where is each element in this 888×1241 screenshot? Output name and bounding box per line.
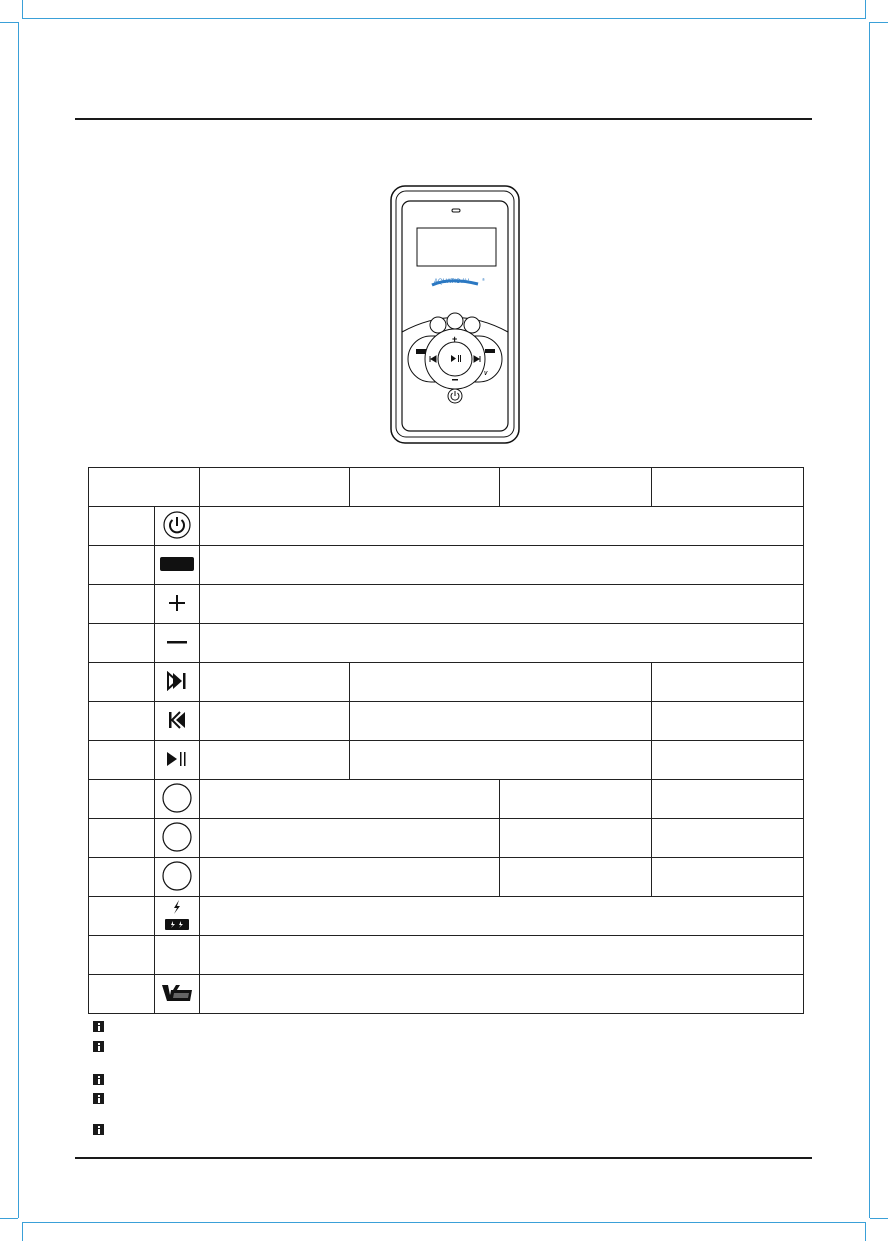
table-row xyxy=(89,741,804,780)
table-row xyxy=(89,858,804,897)
table-row xyxy=(89,507,804,546)
header-cell xyxy=(200,468,350,507)
svg-text:V: V xyxy=(484,371,488,377)
preset-circle-icon xyxy=(155,780,200,819)
preset-circle-icon xyxy=(155,819,200,858)
svg-text:+: + xyxy=(452,334,458,344)
info-icon xyxy=(93,1021,104,1032)
info-icon xyxy=(93,1093,104,1104)
header-cell xyxy=(500,468,652,507)
button-function-table xyxy=(88,467,804,1014)
table-row xyxy=(89,624,804,663)
play-pause-icon xyxy=(155,741,200,780)
table-row xyxy=(89,702,804,741)
header-cell xyxy=(89,468,200,507)
table-row xyxy=(89,585,804,624)
top-rule xyxy=(75,118,812,120)
table-row xyxy=(89,819,804,858)
table-row xyxy=(89,897,804,936)
table-row xyxy=(89,546,804,585)
lightning-icon xyxy=(155,897,200,936)
minus-icon xyxy=(155,624,200,663)
table-row xyxy=(89,975,804,1014)
remote-control-illustration xyxy=(390,185,520,445)
preset-circle-icon xyxy=(155,858,200,897)
power-icon xyxy=(155,507,200,546)
bottom-rule xyxy=(75,1157,812,1159)
brand-logo: AQUATIC AV xyxy=(434,279,470,285)
table-row xyxy=(89,663,804,702)
vbass-icon xyxy=(155,975,200,1014)
next-track-icon xyxy=(155,663,200,702)
info-icon xyxy=(93,1074,104,1085)
plus-icon xyxy=(155,585,200,624)
table-row xyxy=(89,936,804,975)
header-cell xyxy=(350,468,500,507)
info-icon xyxy=(93,1124,104,1135)
mode-button-icon xyxy=(155,546,200,585)
table-row xyxy=(89,780,804,819)
info-icon xyxy=(93,1041,104,1052)
previous-track-icon xyxy=(155,702,200,741)
svg-text:®: ® xyxy=(482,277,485,282)
table-header-row xyxy=(89,468,804,507)
header-cell xyxy=(652,468,804,507)
